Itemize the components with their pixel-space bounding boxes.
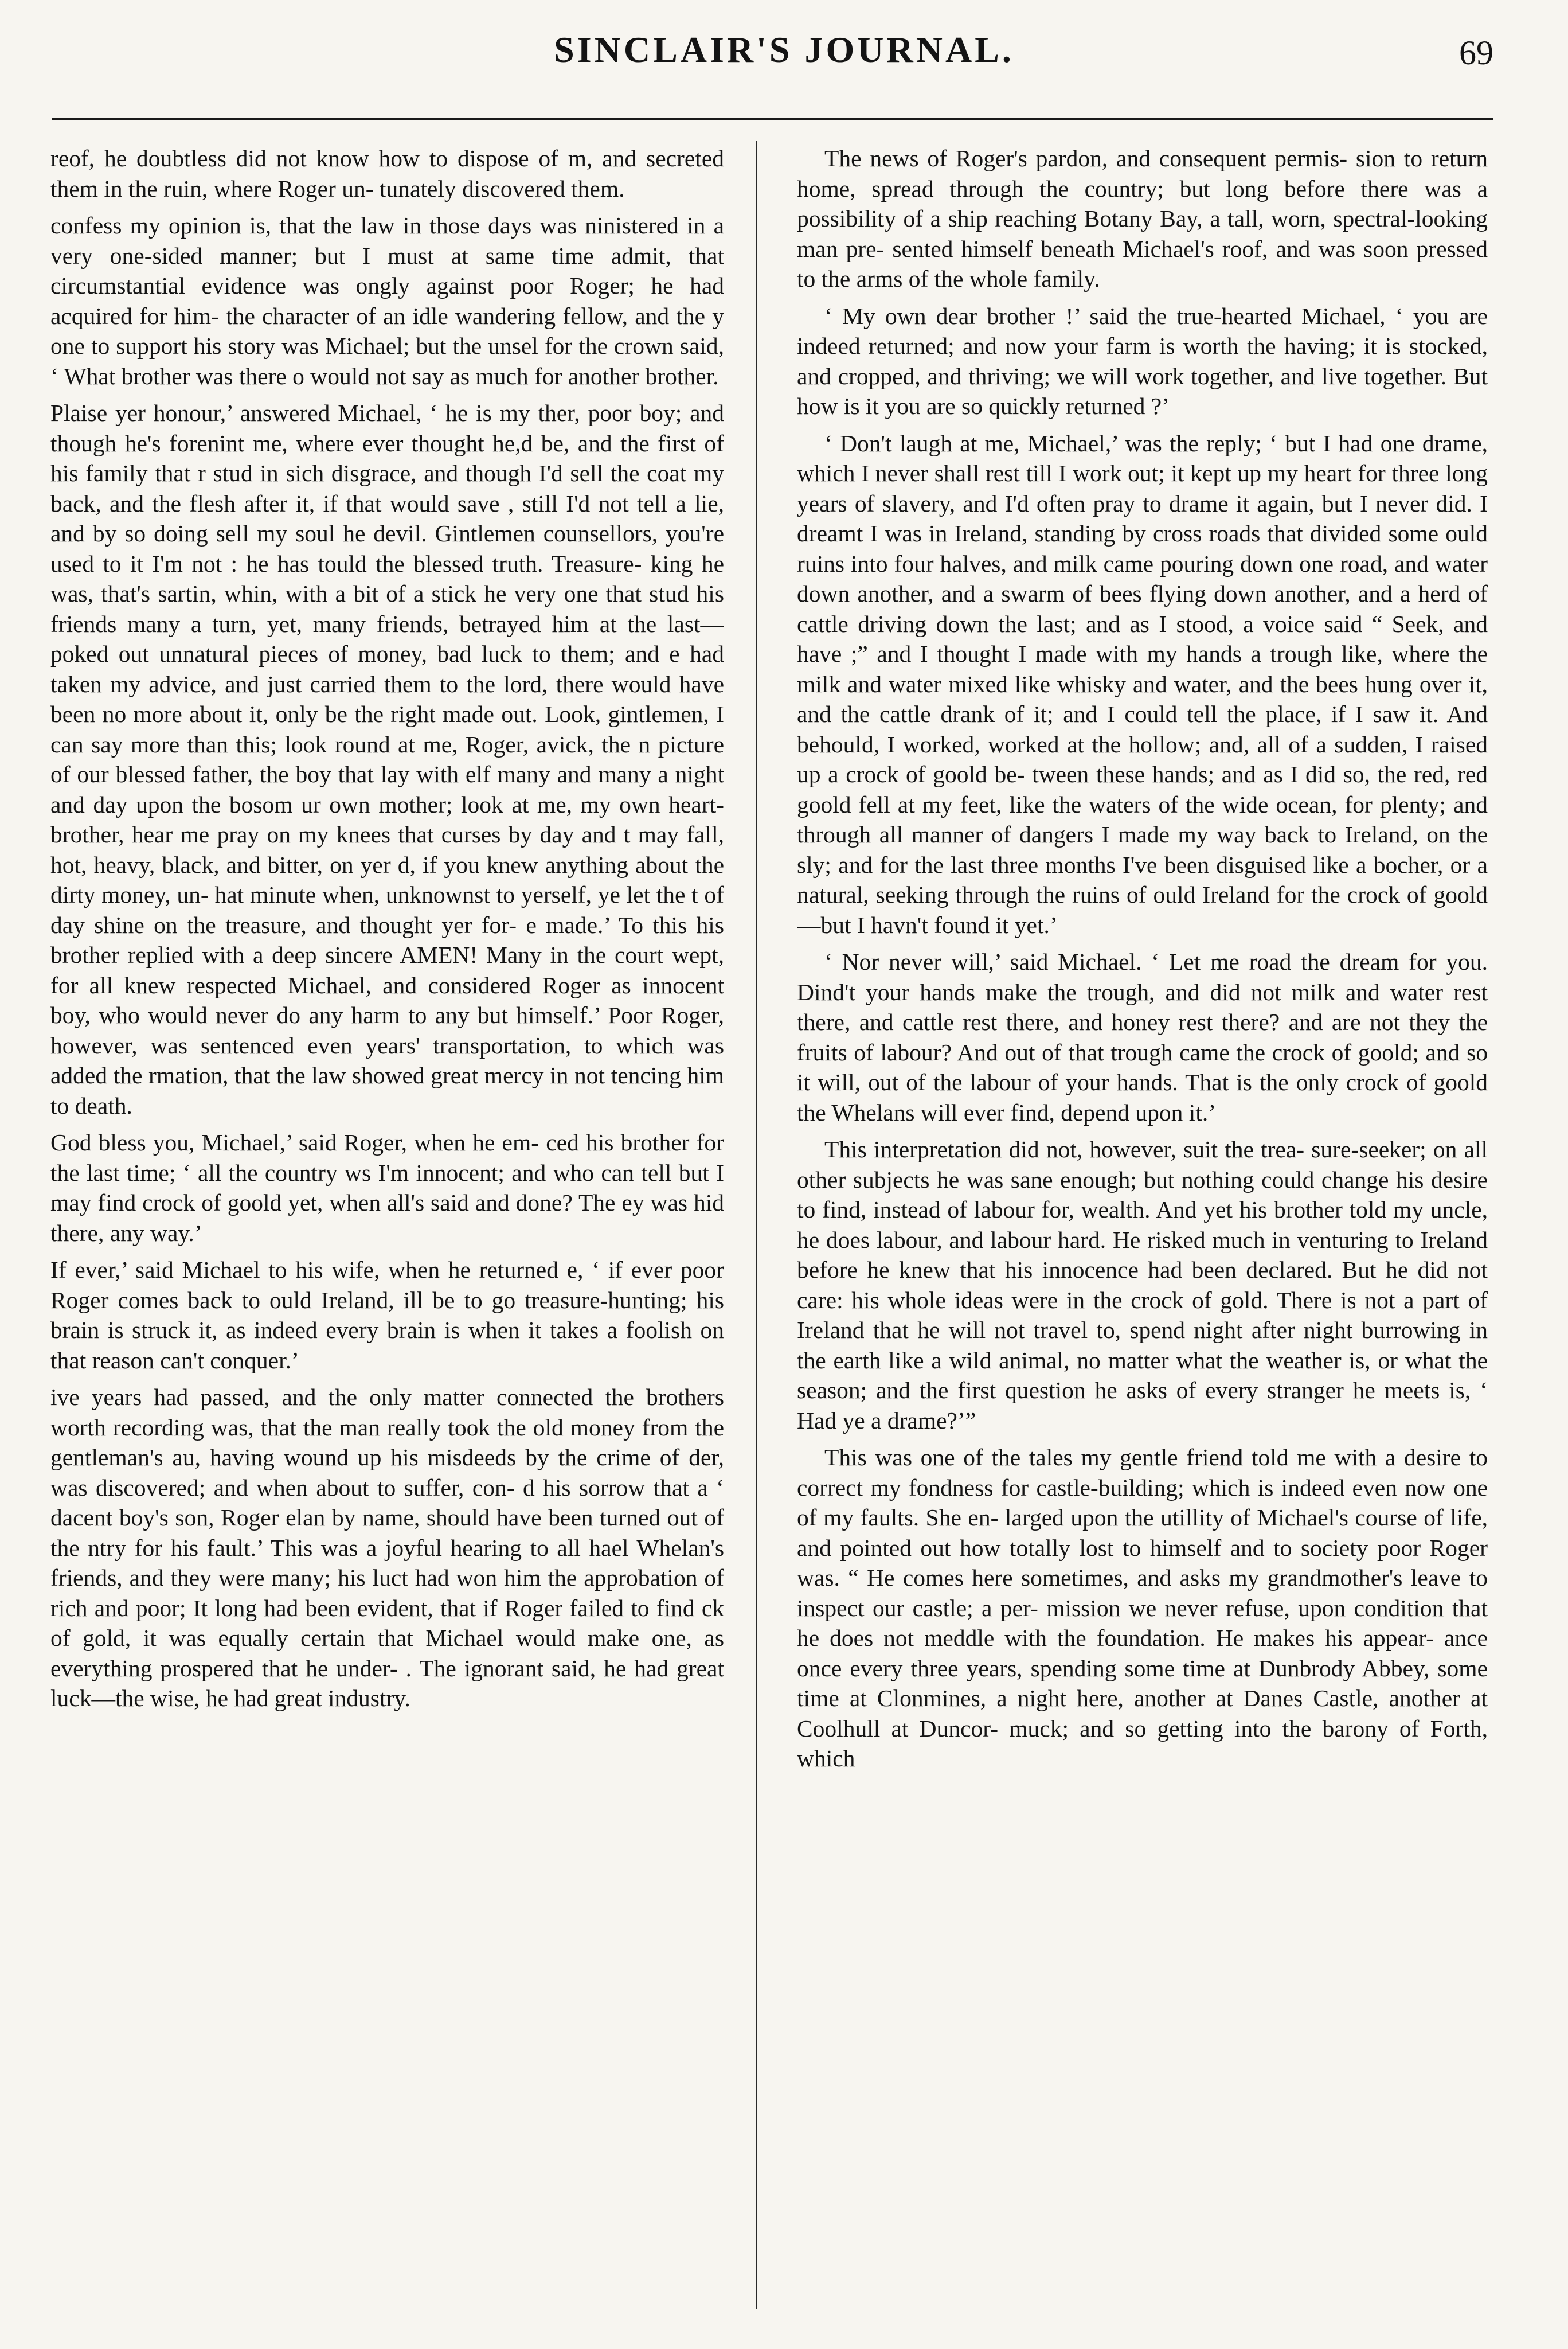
left-paragraph-4: God bless you, Michael,’ said Roger, when he em- ced his brother for the last time; ‘ all the country ws I'm innocent; and who can tell but I may find crock of goold yet, when all's said and done? The ey was hid there, any way.’	[50, 1129, 724, 1246]
left-paragraph-5: If ever,’ said Michael to his wife, when he returned e, ‘ if ever poor Roger comes back to ould Ireland, ill be to go treasure-hunting; his brain is struck it, as indeed every brain is when it takes a foolish on that reason can't conquer.’	[50, 1257, 724, 1373]
right-column	[797, 143, 1488, 2315]
left-paragraph-3: Plaise yer honour,’ answered Michael, ‘ he is my ther, poor boy; and though he's forenint me, where ever thought he,d be, and the first of his family that r stud in sich disgrace, and though I'd sell the coat my back, and the flesh after it, if that would save , still I'd not tell a lie, and by so doing sell my soul he devil. Gintlemen counsellors, you're used to it I'm not : he has tould the blessed truth. Treasure- king he was, that's sartin, whin, with a bit of a stick he very one that stud his friends many a turn, yet, many friends, betrayed him at the last—poked out unnatural pieces of money, bad luck to them; and e had taken my advice, and just carried them to the lord, there would have been no more about it, only be the right made out. Look, gintlemen, I can say more than this; look round at me, Roger, avick, the n picture of our blessed father, the boy that lay with elf many and many a night and day upon the bosom ur own mother; look at me, my own heart-brother, hear me pray on my knees that curses by day and t may fall, hot, heavy, black, and bitter, on yer d, if you knew anything about the dirty money, un- hat minute when, unknownst to yerself, ye let the t of day shine on the treasure, and thought yer for- e made.’ To this his brother replied with a deep sincere AMEN! Many in the court wept, for all knew respected Michael, and considered Roger as innocent boy, who would never do any harm to any but himself.’ Poor Roger, however, was sentenced even years' transportation, to which was added the rmation, that the law showed great mercy in not tencing him to death.	[50, 400, 724, 1119]
right-paragraph-5: This interpretation did not, however, suit the trea- sure-seeker; on all other subjects he was sane enough; but nothing could change his desire to find, instead of labour for, wealth. And yet his brother told my uncle, he does labour, and labour hard. He risked much in venturing to Ireland before he knew that his innocence had been declared. But he did not care: his whole ideas were in the crock of gold. There is not a part of Ireland that he will not travel to, spend night after night burrowing in the earth like a wild animal, no matter what the weather is, or what the season; and the first question he asks of every stranger he meets is, ‘ Had ye a drame?’”	[797, 1136, 1488, 1434]
right-paragraph-2: ‘ My own dear brother !’ said the true-hearted Michael, ‘ you are indeed returned; and now your farm is worth the having; it is stocked, and cropped, and thriving; we will work together, and live together. But how is it you are so quickly returned ?’	[797, 302, 1488, 419]
left-column	[50, 143, 724, 2315]
right-paragraph-3: ‘ Don't laugh at me, Michael,’ was the reply; ‘ but I had one drame, which I never shall rest till I work out; it kept up my heart for three long years of slavery, and I'd often pray to drame it again, but I never did. I dreamt I was in Ireland, standing by cross roads that divided some ould ruins into four halves, and milk came pouring down one road, and water down another, and a swarm of bees flying down another, and a herd of cattle driving down the last; and as I stood, a voice said “ Seek, and have ;” and I thought I made with my hands a trough like, where the milk and water mixed like whisky and water, and the bees hung over it, and the cattle drank of it; and I could tell the place, if I saw it. And behould, I worked, worked at the hollow; and, all of a sudden, I raised up a crock of goold be- tween these hands; and as I did so, the red, red goold fell at my feet, like the waters of the wide ocean, for plenty; and through all manner of dangers I made my way back to Ireland, on the sly; and for the last three months I've been disguised like a bocher, or a natural, seeking through the ruins of ould Ireland for the crock of goold—but I havn't found it yet.’	[797, 430, 1488, 938]
right-paragraph-6: This was one of the tales my gentle friend told me with a desire to correct my fondness for castle-building; which is indeed even now one of my faults. She en- larged upon the utillity of Michael's course of life, and pointed out how totally lost to himself and to society poor Roger was. “ He comes here sometimes, and asks my grandmother's leave to inspect our castle; a per- mission we never refuse, upon condition that he does not meddle with the foundation. He makes his appear- ance once every three years, spending some time at Dunbrody Abbey, some time at Clonmines, a night here, another at Danes Castle, another at Coolhull at Duncor- muck; and so getting into the barony of Forth, which	[797, 1444, 1488, 1771]
right-paragraph-1: The news of Roger's pardon, and consequent permis- sion to return home, spread through the country; but long before there was a possibility of a ship reaching Botany Bay, a tall, worn, spectral-looking man pre- sented himself beneath Michael's roof, and was soon pressed to the arms of the whole family.	[797, 145, 1488, 292]
left-paragraph-1: reof, he doubtless did not know how to dispose of m, and secreted them in the ruin, where Roger un- tunately discovered them.	[50, 145, 724, 202]
left-paragraph-6: ive years had passed, and the only matter connected the brothers worth recording was, that the man really took the old money from the gentleman's au, having wound up his misdeeds by the crime of der, was discovered; and when about to suffer, con- d his sorrow that a ‘ dacent boy's son, Roger elan by name, should have been turned out of the ntry for his fault.’ This was a joyful hearing to all hael Whelan's friends, and they were many; his luct had won him the approbation of rich and poor; It long had been evident, that if Roger failed to find ck of gold, it was equally certain that Michael would make one, as everything prospered that he under- . The ignorant said, he had great luck—the wise, he had great industry.	[50, 1384, 724, 1711]
right-paragraph-4: ‘ Nor never will,’ said Michael. ‘ Let me road the dream for you. Dind't your hands make the trough, and did not milk and water rest there, and cattle rest there, and honey rest there? and are not they the fruits of labour? And out of that trough came the crock of goold; and so it will, out of the labour of your hands. That is the only crock of goold the Whelans will ever find, depend upon it.’	[797, 949, 1488, 1126]
running-title: SINCLAIR'S JOURNAL.	[554, 29, 1014, 70]
page-header	[0, 29, 1568, 97]
header-rule	[52, 118, 1493, 120]
left-paragraph-2: confess my opinion is, that the law in those days was ninistered in a very one-sided manner; but I must at same time admit, that circumstantial evidence was ongly against poor Roger; he had acquired for him- the character of an idle wandering fellow, and the y one to support his story was Michael; but the unsel for the crown said, ‘ What brother was there o would not say as much for another brother.	[50, 212, 724, 389]
page-number: 69	[1459, 34, 1493, 72]
column-divider	[756, 141, 757, 2309]
